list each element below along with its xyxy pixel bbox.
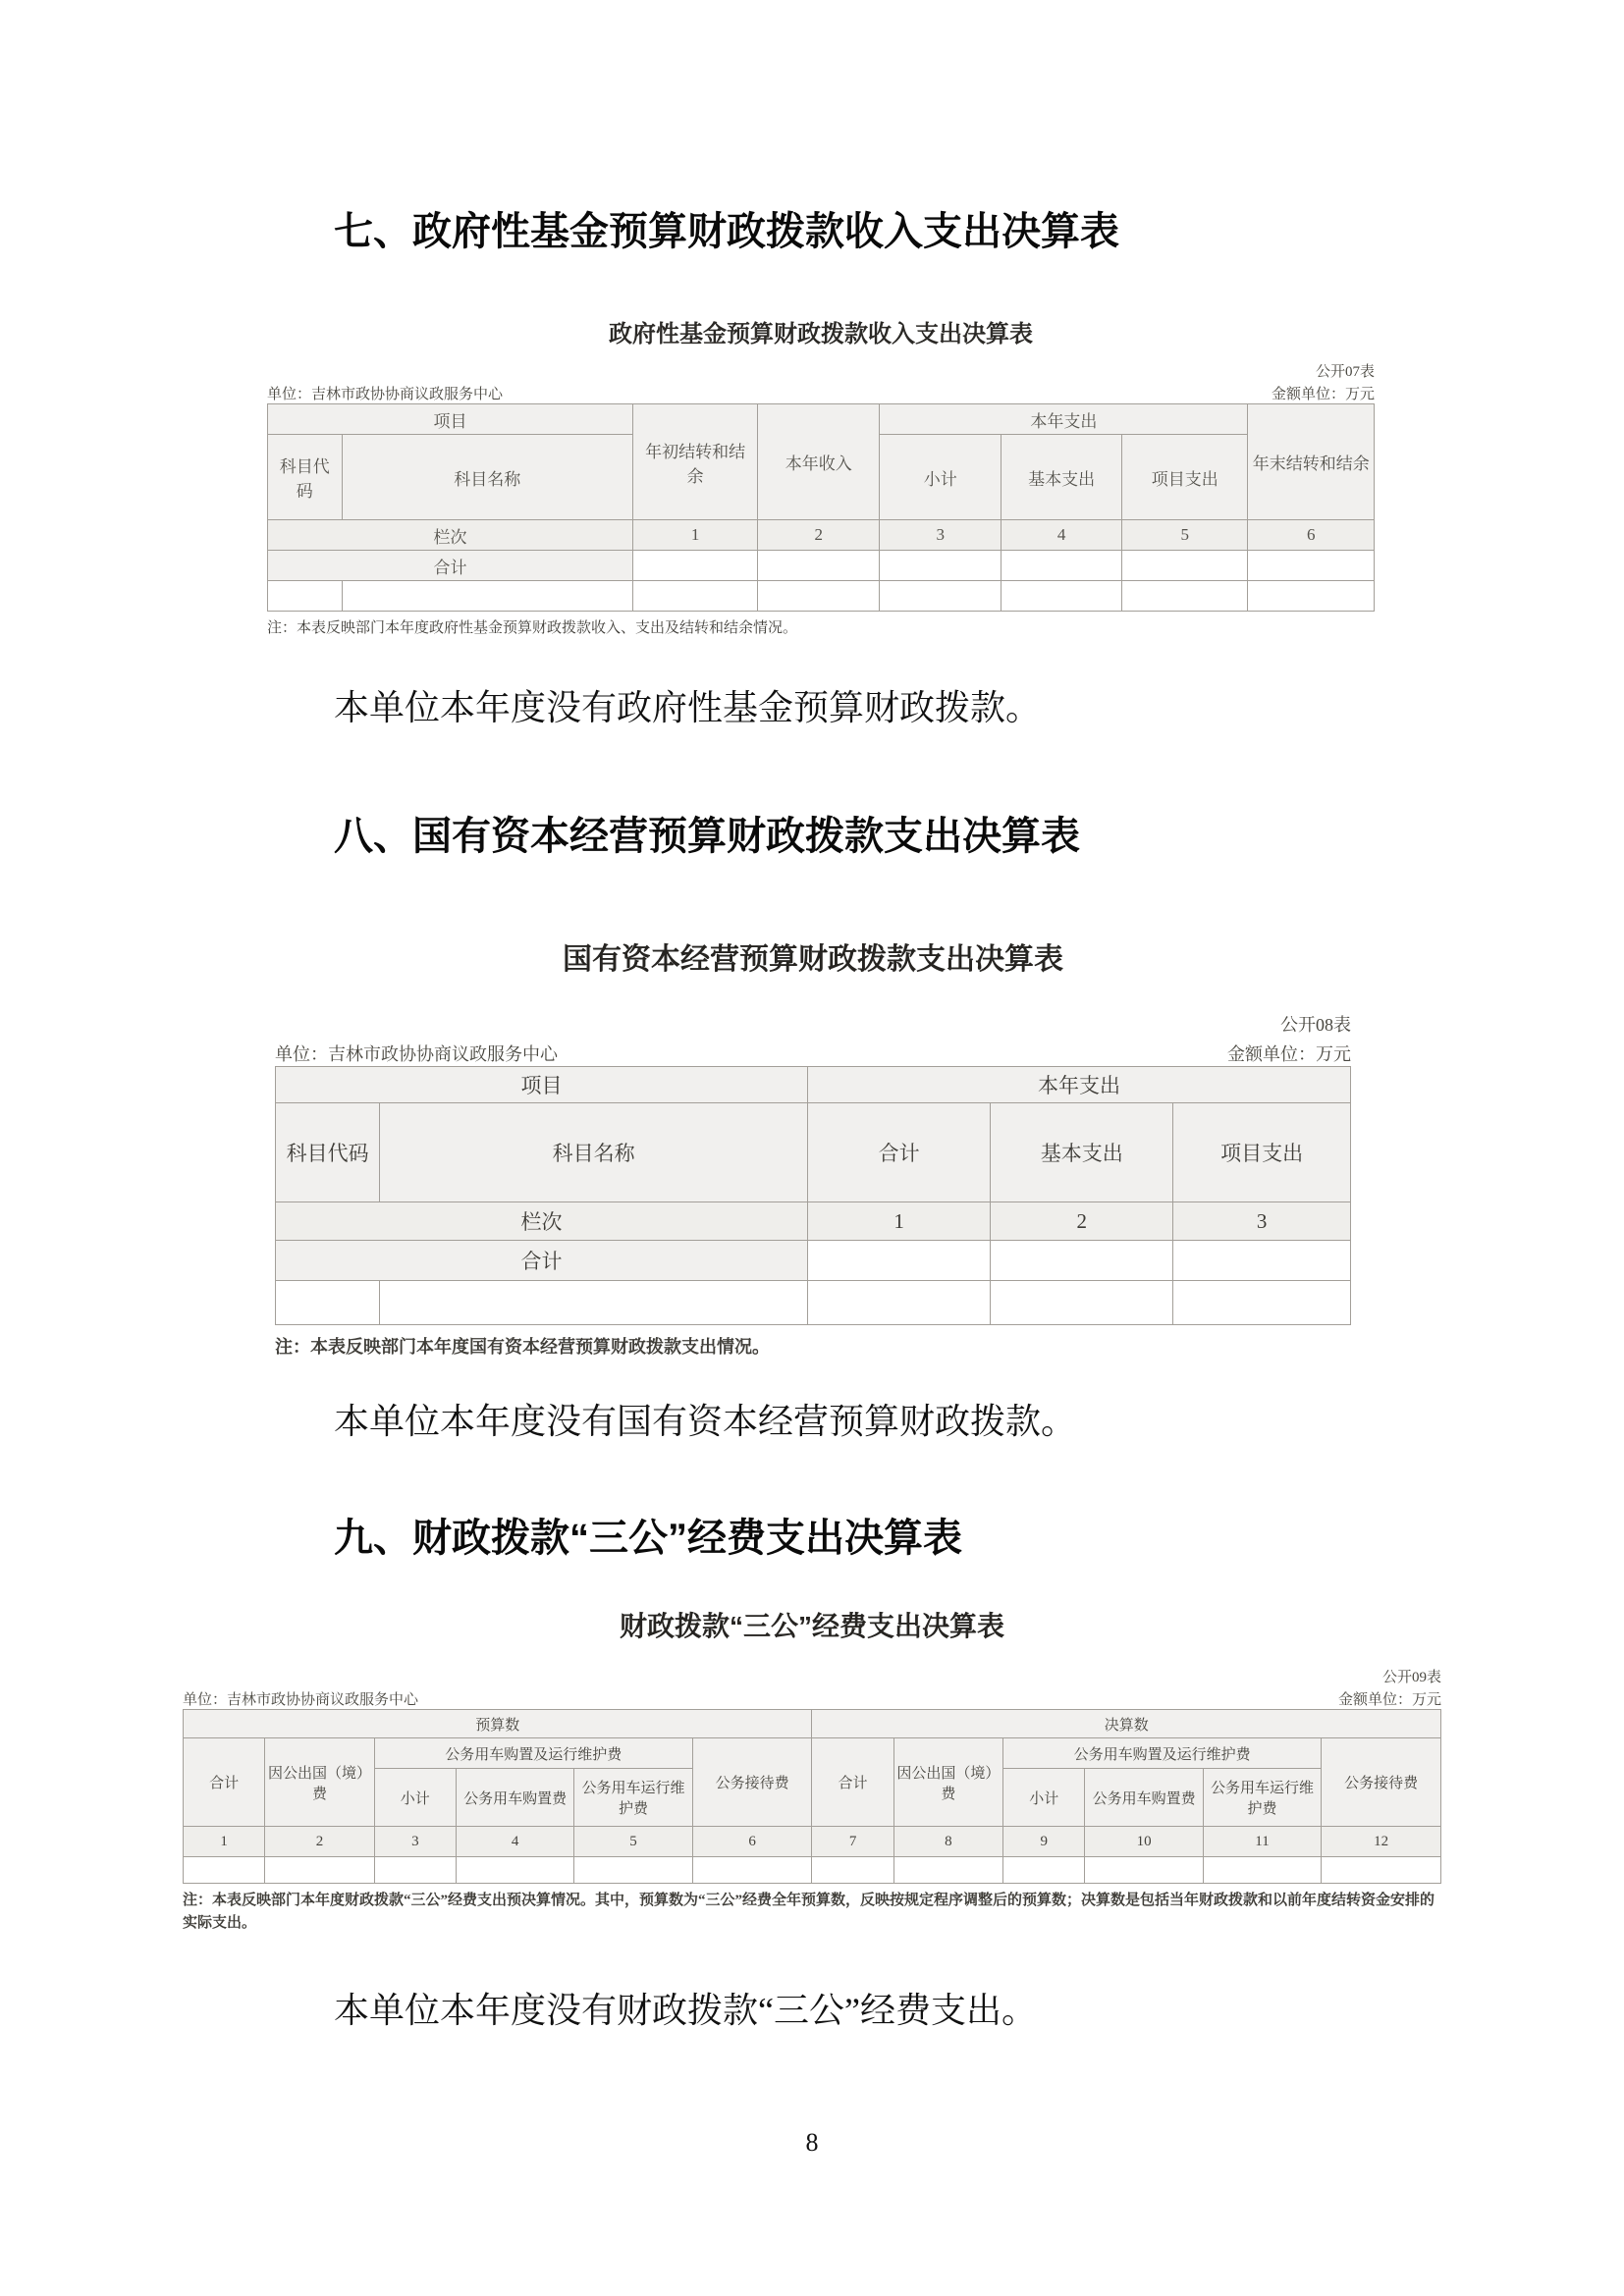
table07-meta — [267, 383, 1375, 403]
t07-colnum: 3 — [880, 520, 1001, 551]
table07 — [267, 403, 1375, 612]
t09-colnum: 11 — [1203, 1827, 1321, 1857]
table07-amount-unit: 金额单位：万元 — [1271, 387, 1375, 402]
t07-empty-cell — [758, 581, 880, 612]
table09-block — [183, 1605, 1441, 1936]
t09-empty-cell — [374, 1857, 456, 1884]
section-7-paragraph: 本单位本年度没有政府性基金预算财政拨款。 — [334, 688, 1042, 727]
t08-header-subject-code: 科目代码 — [276, 1103, 380, 1202]
t09-empty-cell — [1003, 1857, 1085, 1884]
t08-total-label: 合计 — [276, 1241, 808, 1281]
t07-header-begin-balance: 年初结转和结余 — [632, 404, 757, 520]
table07-unit-label: 单位：吉林市政协协商议政服务中心 — [267, 387, 504, 402]
t09-empty-cell — [574, 1857, 692, 1884]
t09-final-vehicle-maintenance: 公务用车运行维护费 — [1203, 1769, 1321, 1827]
t08-empty-cell — [808, 1281, 991, 1325]
t07-empty-cell — [268, 581, 343, 612]
table07-title: 政府性基金预算财政拨款收入支出决算表 — [609, 321, 1033, 347]
table08-code: 公开08表 — [1280, 1015, 1351, 1035]
t07-header-end-balance: 年末结转和结余 — [1248, 404, 1375, 520]
section-9-heading: 九、财政拨款“三公”经费支出决算表 — [334, 1517, 962, 1560]
t08-header-total: 合计 — [808, 1103, 991, 1202]
table08-amount-unit: 金额单位：万元 — [1227, 1044, 1351, 1064]
t07-total-label: 合计 — [268, 551, 633, 581]
t09-final-vehicle: 公务用车购置及运行维护费 — [1003, 1738, 1322, 1769]
t08-total-cell — [808, 1241, 991, 1281]
t09-empty-cell — [1085, 1857, 1203, 1884]
t07-lanci-label: 栏次 — [268, 520, 633, 551]
t07-empty-cell — [1122, 581, 1248, 612]
t08-empty-cell — [380, 1281, 808, 1325]
t08-lanci-label: 栏次 — [276, 1202, 808, 1241]
t07-colnum: 5 — [1122, 520, 1248, 551]
t09-empty-cell — [1203, 1857, 1321, 1884]
table08-title: 国有资本经营预算财政拨款支出决算表 — [563, 943, 1063, 976]
t08-header-project: 项目 — [276, 1067, 808, 1103]
t09-empty-cell — [893, 1857, 1002, 1884]
table08-block — [275, 934, 1351, 1359]
section-9-paragraph: 本单位本年度没有财政拨款“三公”经费支出。 — [334, 1990, 1037, 2030]
t07-header-basic-expense: 基本支出 — [1001, 435, 1122, 520]
t09-empty-cell — [265, 1857, 374, 1884]
t07-total-cell — [1122, 551, 1248, 581]
t08-total-cell — [991, 1241, 1173, 1281]
t09-colnum: 6 — [692, 1827, 812, 1857]
t08-header-year-expense: 本年支出 — [808, 1067, 1351, 1103]
t09-budget-vehicle-purchase: 公务用车购置费 — [456, 1769, 573, 1827]
table09-amount-unit: 金额单位：万元 — [1337, 1692, 1441, 1708]
t09-budget-abroad: 因公出国（境）费 — [265, 1738, 374, 1827]
t07-total-cell — [1248, 551, 1375, 581]
t07-total-cell — [758, 551, 880, 581]
t09-budget-total: 合计 — [184, 1738, 265, 1827]
section-8-paragraph: 本单位本年度没有国有资本经营预算财政拨款。 — [334, 1402, 1077, 1441]
t09-budget-vehicle: 公务用车购置及运行维护费 — [374, 1738, 692, 1769]
t08-empty-cell — [1173, 1281, 1351, 1325]
t07-header-project: 项目 — [268, 404, 633, 435]
t07-colnum: 4 — [1001, 520, 1122, 551]
table09-unit-label: 单位：吉林市政协协商议政服务中心 — [183, 1692, 419, 1708]
table09-title: 财政拨款“三公”经费支出决算表 — [619, 1611, 1004, 1641]
t09-budget-vehicle-maintenance: 公务用车运行维护费 — [574, 1769, 692, 1827]
t07-header-subject-code: 科目代码 — [268, 435, 343, 520]
t09-final-abroad: 因公出国（境）费 — [893, 1738, 1002, 1827]
t09-empty-cell — [812, 1857, 893, 1884]
t09-colnum: 4 — [456, 1827, 573, 1857]
t09-colnum: 3 — [374, 1827, 456, 1857]
table08-unit-label: 单位：吉林市政协协商议政服务中心 — [275, 1044, 558, 1064]
t07-colnum: 2 — [758, 520, 880, 551]
t07-header-project-expense: 项目支出 — [1122, 435, 1248, 520]
t09-header-final: 决算数 — [812, 1710, 1441, 1738]
t07-header-subject-name: 科目名称 — [342, 435, 632, 520]
t07-empty-cell — [1001, 581, 1122, 612]
t07-total-cell — [880, 551, 1001, 581]
t09-budget-reception: 公务接待费 — [692, 1738, 812, 1827]
t08-total-cell — [1173, 1241, 1351, 1281]
t08-header-basic-expense: 基本支出 — [991, 1103, 1173, 1202]
t09-colnum: 2 — [265, 1827, 374, 1857]
table09-meta — [183, 1688, 1441, 1709]
t09-colnum: 5 — [574, 1827, 692, 1857]
t08-empty-cell — [276, 1281, 380, 1325]
t09-final-subtotal: 小计 — [1003, 1769, 1085, 1827]
t07-header-year-expense: 本年支出 — [880, 404, 1248, 435]
page-number: 8 — [805, 2128, 819, 2157]
t09-budget-subtotal: 小计 — [374, 1769, 456, 1827]
t09-empty-cell — [1322, 1857, 1441, 1884]
t08-colnum: 2 — [991, 1202, 1173, 1241]
table09-code: 公开09表 — [1381, 1670, 1441, 1685]
t09-colnum: 9 — [1003, 1827, 1085, 1857]
t07-empty-cell — [1248, 581, 1375, 612]
t09-final-total: 合计 — [812, 1738, 893, 1827]
t07-empty-cell — [880, 581, 1001, 612]
t09-colnum: 8 — [893, 1827, 1002, 1857]
table07-code: 公开07表 — [1315, 364, 1375, 380]
table08-meta — [275, 1041, 1351, 1066]
section-8-heading: 八、国有资本经营预算财政拨款支出决算表 — [334, 815, 1080, 858]
table09-note: 注：本表反映部门本年度财政拨款“三公”经费支出预决算情况。其中，预算数为“三公”经费全年预算数，反映按规定程序调整后的预算数；决算数是包括当年财政拨款和以前年度结转资金安排的实际支出。 — [183, 1893, 1435, 1932]
t08-empty-cell — [991, 1281, 1173, 1325]
table08 — [275, 1066, 1351, 1325]
t09-final-reception: 公务接待费 — [1322, 1738, 1441, 1827]
table08-note: 注：本表反映部门本年度国有资本经营预算财政拨款支出情况。 — [275, 1337, 770, 1357]
t07-empty-cell — [342, 581, 632, 612]
t09-empty-cell — [184, 1857, 265, 1884]
t07-colnum: 1 — [632, 520, 757, 551]
table07-note: 注：本表反映部门本年度政府性基金预算财政拨款收入、支出及结转和结余情况。 — [267, 620, 798, 636]
t07-header-year-income: 本年收入 — [758, 404, 880, 520]
t09-empty-cell — [456, 1857, 573, 1884]
section-7-heading: 七、政府性基金预算财政拨款收入支出决算表 — [334, 210, 1119, 253]
t07-total-cell — [632, 551, 757, 581]
t08-colnum: 1 — [808, 1202, 991, 1241]
t07-total-cell — [1001, 551, 1122, 581]
table09 — [183, 1709, 1441, 1884]
t07-colnum: 6 — [1248, 520, 1375, 551]
t09-colnum: 10 — [1085, 1827, 1203, 1857]
t09-colnum: 12 — [1322, 1827, 1441, 1857]
t09-colnum: 1 — [184, 1827, 265, 1857]
t09-header-budget: 预算数 — [184, 1710, 812, 1738]
t08-colnum: 3 — [1173, 1202, 1351, 1241]
t08-header-subject-name: 科目名称 — [380, 1103, 808, 1202]
t07-empty-cell — [632, 581, 757, 612]
t08-header-project-expense: 项目支出 — [1173, 1103, 1351, 1202]
table07-block — [267, 314, 1375, 637]
t09-empty-cell — [692, 1857, 812, 1884]
t07-header-subtotal: 小计 — [880, 435, 1001, 520]
t09-final-vehicle-purchase: 公务用车购置费 — [1085, 1769, 1203, 1827]
t09-colnum: 7 — [812, 1827, 893, 1857]
